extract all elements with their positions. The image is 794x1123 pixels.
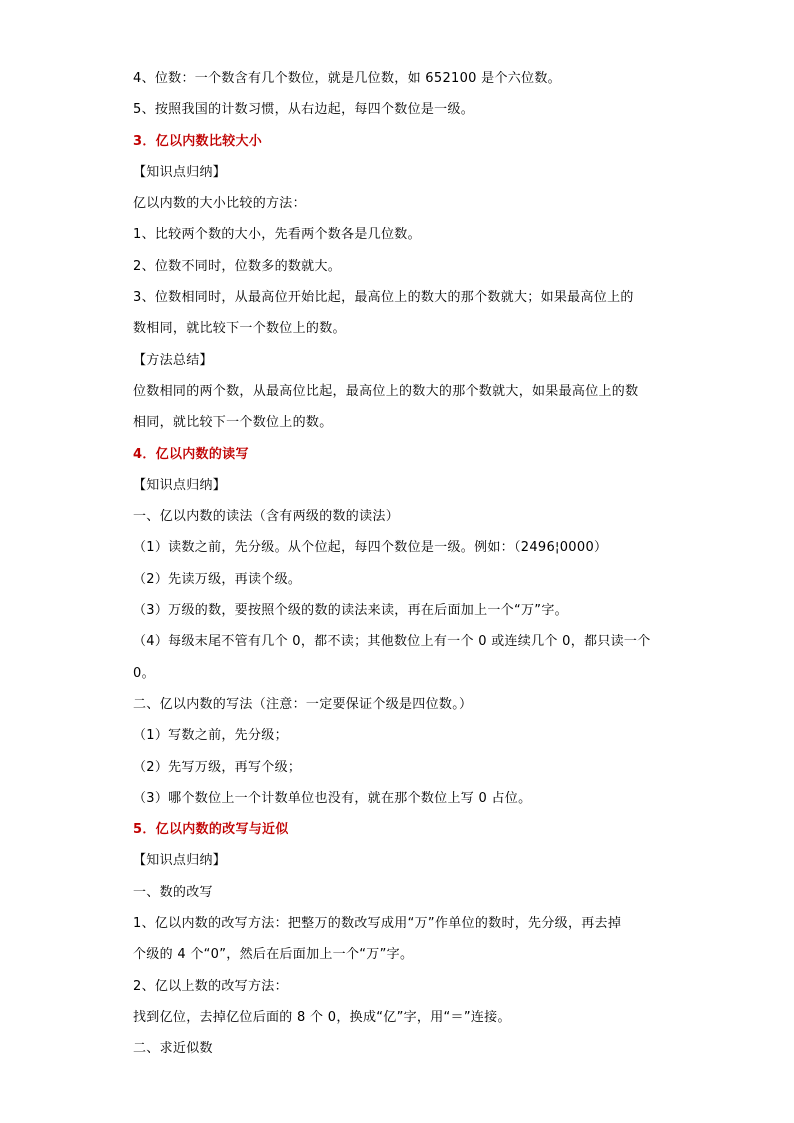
text-line: 【知识点归纳】 [133, 853, 227, 869]
text-line: 相同，就比较下一个数位上的数。 [133, 415, 333, 431]
text-line: 一、数的改写 [133, 884, 213, 900]
text-line: （2）先写万级，再写个级； [133, 759, 302, 775]
text-line: 二、亿以内数的写法（注意：一定要保证个级是四位数。） [133, 696, 473, 712]
section-heading: 4．亿以内数的读写 [133, 446, 249, 462]
text-line: 个级的 4 个“0”，然后在后面加上一个“万”字。 [133, 947, 414, 963]
text-line: 找到亿位，去掉亿位后面的 8 个 0，换成“亿”字，用“＝”连接。 [133, 1009, 511, 1025]
section-heading: 3．亿以内数比较大小 [133, 133, 263, 149]
text-line: 2、亿以上数的改写方法： [133, 978, 288, 994]
text-line: 3、位数相同时，从最高位开始比起，最高位上的数大的那个数就大；如果最高位上的 [133, 290, 634, 306]
text-line: （3）万级的数，要按照个级的数的读法来读，再在后面加上一个“万”字。 [133, 603, 568, 619]
text-line: （2）先读万级，再读个级。 [133, 571, 302, 587]
text-line: 亿以内数的大小比较的方法： [133, 196, 306, 212]
text-line: 【知识点归纳】 [133, 477, 227, 493]
text-line: （1）读数之前，先分级。从个位起，每四个数位是一级。例如：（2496¦0000） [133, 540, 608, 556]
section-heading: 5．亿以内数的改写与近似 [133, 822, 289, 838]
text-line: 1、亿以内数的改写方法：把整万的数改写成用“万”作单位的数时，先分级，再去掉 [133, 916, 622, 932]
text-line: 1、比较两个数的大小，先看两个数各是几位数。 [133, 227, 421, 243]
text-line: 二、求近似数 [133, 1041, 213, 1057]
text-line: 0。 [133, 665, 155, 681]
text-line: 【知识点归纳】 [133, 164, 227, 180]
text-line: （3）哪个数位上一个计数单位也没有，就在那个数位上写 0 占位。 [133, 790, 532, 806]
text-line: 位数相同的两个数，从最高位比起，最高位上的数大的那个数就大，如果最高位上的数 [133, 383, 639, 399]
text-line: 数相同，就比较下一个数位上的数。 [133, 321, 346, 337]
text-line: （4）每级末尾不管有几个 0，都不读；其他数位上有一个 0 或连续几个 0，都只读一个 [133, 634, 651, 650]
text-line: （1）写数之前，先分级； [133, 728, 288, 744]
text-line: 4、位数：一个数含有几个数位，就是几位数，如 652100 是个六位数。 [133, 71, 561, 86]
text-line: 5、按照我国的计数习惯，从右边起，每四个数位是一级。 [133, 102, 475, 118]
document-page [133, 63, 668, 1065]
text-line: 一、亿以内数的读法（含有两级的数的读法） [133, 509, 400, 525]
text-line: 【方法总结】 [133, 352, 213, 368]
text-line: 2、位数不同时，位数多的数就大。 [133, 258, 342, 274]
